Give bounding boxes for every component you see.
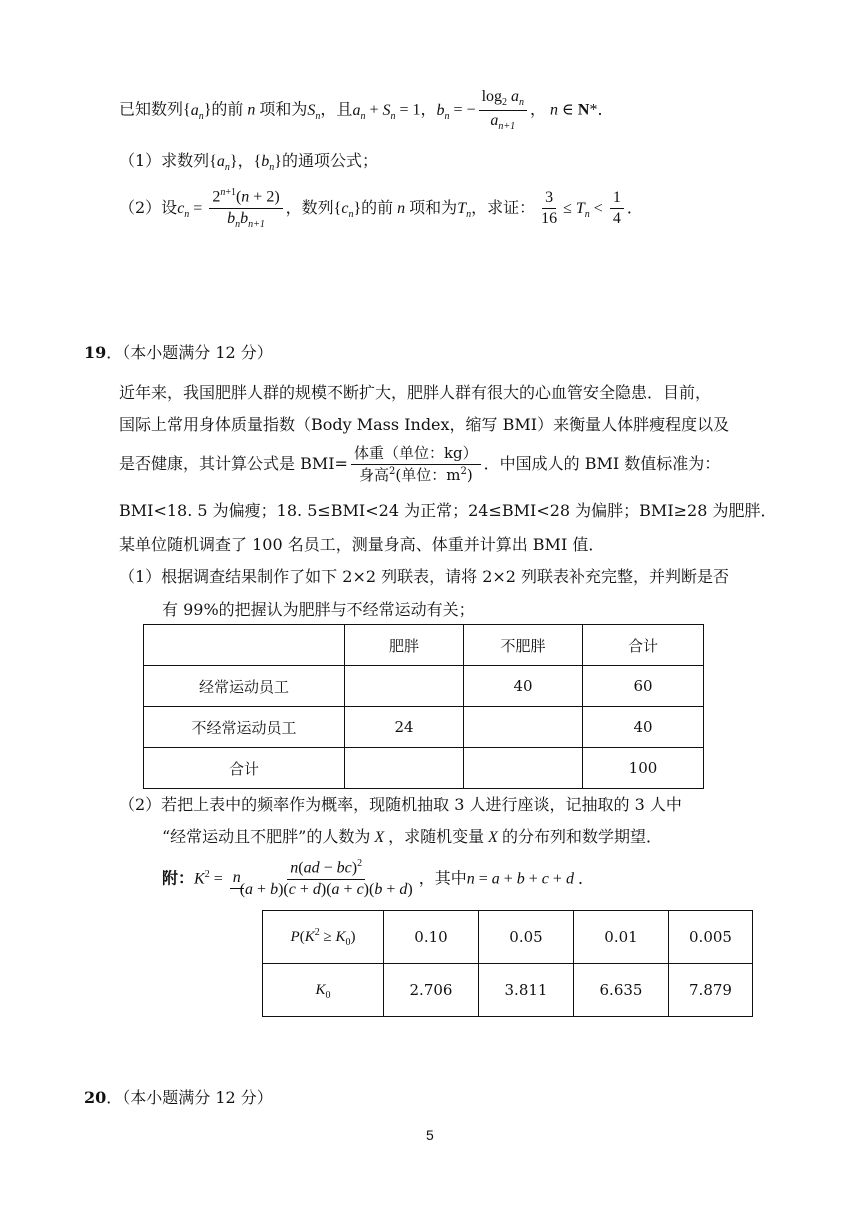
q18-text: 已知数列 xyxy=(119,99,184,119)
bmi-denominator-unit: (单位：m xyxy=(395,465,461,484)
table-cell: 0.01 xyxy=(574,911,669,964)
k-squared-fraction: n xyxy=(230,869,244,889)
table-cell xyxy=(464,748,583,789)
table-cell xyxy=(345,748,464,789)
appendix-text: ． xyxy=(577,868,594,888)
q18-text: （2）设 xyxy=(119,198,178,217)
table-row xyxy=(263,964,753,1017)
c-n-fraction: $\frac{2^{n+1}(n + 2)}{b_nb_{n+1}}$ xyxy=(209,187,282,230)
q19-para1: 近年来，我国肥胖人群的规模不断扩大，肥胖人群有很大的心血管安全隐患．目前， xyxy=(119,383,712,402)
table-row xyxy=(263,911,753,964)
question-number: 19 xyxy=(84,343,107,362)
q18-text: ，数列 xyxy=(285,198,334,217)
bmi-denominator: 身高 xyxy=(358,465,389,484)
q18-part1: （1）求数列$\{a_n\}$，$\{b_n\}$的通项公式； xyxy=(119,151,378,174)
q19-text: ，求随机变量 xyxy=(388,827,485,846)
bmi-fraction: $\frac{\text{体重（单位：kg）}}{身高^2(单位:m^2)}$ xyxy=(351,445,481,484)
page-number: 5 xyxy=(426,1127,434,1143)
table-cell: 合计 xyxy=(144,748,345,789)
q18-text: ，且 xyxy=(320,99,353,119)
q19-bmi-formula xyxy=(119,440,720,488)
table-cell: 肥胖 xyxy=(345,625,464,666)
q18-text: 的前 xyxy=(361,198,394,217)
table-cell: 0.05 xyxy=(479,911,574,964)
contingency-table xyxy=(143,624,704,789)
appendix-label: 附： xyxy=(162,868,195,888)
table-cell: 经常运动员工 xyxy=(144,666,345,707)
q19-part1-line1: （1）根据调查结果制作了如下 2×2 列联表，请将 2×2 列联表补充完整，并判断是否 xyxy=(119,567,730,586)
k-squared-formula: $\frac{n(ad - bc)^2}{(a + b)(c + d)(a + c)(b + d)}$ xyxy=(239,858,413,898)
bmi-numerator: 体重（单位：kg） xyxy=(351,445,481,464)
q18-text: ， xyxy=(420,99,437,119)
q19-heading xyxy=(84,340,273,363)
question-number: 20 xyxy=(84,1088,107,1107)
table-cell xyxy=(464,707,583,748)
table-cell: 40 xyxy=(583,707,704,748)
bmi-denominator-close: ) xyxy=(466,465,473,484)
q19-text: 的分布列和数学期望． xyxy=(501,827,662,846)
question-heading: ．（本小题满分 12 分） xyxy=(106,343,273,362)
appendix-text: ，其中 xyxy=(418,868,467,888)
q19-part2-line2: “经常运动且不肥胖”的人数为 X ，求随机变量 X 的分布列和数学期望． xyxy=(162,827,662,846)
table-row xyxy=(144,707,704,748)
one-quarter: $\frac{1}{4}$ xyxy=(610,189,624,229)
q19-para5: 某单位随机调查了 100 名员工，测量身高、体重并计算出 BMI 值． xyxy=(119,535,605,554)
q18-text: ，求证： xyxy=(471,198,536,217)
q19-part1-line2: 有 99%的把握认为肥胖与不经常运动有关； xyxy=(162,600,475,619)
table-cell: 3.811 xyxy=(479,964,574,1017)
q18-text: 的通项公式； xyxy=(281,151,378,170)
q19-text: “经常运动且不肥胖”的人数为 xyxy=(162,827,371,846)
q20-heading xyxy=(84,1085,273,1108)
q19-part2-line1: （2）若把上表中的频率作为概率，现随机抽取 3 人进行座谈，记抽取的 3 人中 xyxy=(119,795,682,814)
q19-para2: 国际上常用身体质量指数（Body Mass Index，缩写 BMI）来衡量人体胖瘦程度以及 xyxy=(119,415,730,434)
q19-para4: BMI<18. 5 为偏瘦；18. 5≤BMI<24 为正常；24≤BMI<28 为偏胖；BMI≥28 为肥胖． xyxy=(119,501,777,520)
q18-text: 的前 xyxy=(211,99,244,119)
three-sixteenths: $\frac{3}{16}$ xyxy=(541,188,558,227)
appendix-formula: 附：$K^2$ = n $\frac{n(ad - bc)^2}{(a + b)(c + d)(a + c)(b + d)}$ ，其中n = a + b + c + d ． xyxy=(162,858,594,898)
table-cell: 0.005 xyxy=(669,911,753,964)
table-row xyxy=(144,666,704,707)
table-cell xyxy=(144,625,345,666)
q19-text: 是否健康，其计算公式是 BMI= xyxy=(119,454,348,473)
table-cell: 6.635 xyxy=(574,964,669,1017)
table-cell: 7.879 xyxy=(669,964,753,1017)
table-cell xyxy=(345,666,464,707)
table-row xyxy=(144,748,704,789)
q18-text: ． xyxy=(626,198,643,217)
table-cell: 合计 xyxy=(583,625,704,666)
table-cell: 不经常运动员工 xyxy=(144,707,345,748)
q19-text: ．中国成人的 BMI 数值标准为： xyxy=(483,454,721,473)
question-heading: ．（本小题满分 12 分） xyxy=(106,1088,273,1107)
table-cell: 24 xyxy=(345,707,464,748)
table-cell: 0.10 xyxy=(384,911,479,964)
q18-part2: （2）设$c_n$ = $\frac{2^{n+1}(n + 2)}{b_nb_{n+1}}$ ，数列$\{c_n\}$的前 n 项和为$T_n$，求证： $\frac{3}{16}$ ≤ $T_n$ < $\frac{1}{4}$ ． xyxy=(119,186,643,230)
q18-stem: 已知数列$\{a_n\}$的前 n 项和为$S_n$，且$a_n + S_n = 1$，$b_n$ = − $\frac{\log_2 a_n}{a_{n+1}}$ ， n ∈ N*． xyxy=(119,88,614,132)
probability-header: $P(K^2 \ge K_0)$ xyxy=(263,911,384,964)
table-cell: 60 xyxy=(583,666,704,707)
q18-text: ， xyxy=(530,99,547,119)
q18-text: （1）求数列 xyxy=(119,151,210,170)
q18-text: 项和为 xyxy=(259,99,308,119)
table-cell: 100 xyxy=(583,748,704,789)
q18-text: 项和为 xyxy=(409,198,458,217)
table-cell: 不肥胖 xyxy=(464,625,583,666)
b-n-fraction: $\frac{\log_2 a_n}{a_{n+1}}$ xyxy=(479,88,527,132)
table-row xyxy=(144,625,704,666)
q18-text: ， xyxy=(237,151,254,170)
critical-value-table xyxy=(262,910,753,1017)
k0-header: $K_0$ xyxy=(263,964,384,1017)
table-cell: 2.706 xyxy=(384,964,479,1017)
table-cell: 40 xyxy=(464,666,583,707)
